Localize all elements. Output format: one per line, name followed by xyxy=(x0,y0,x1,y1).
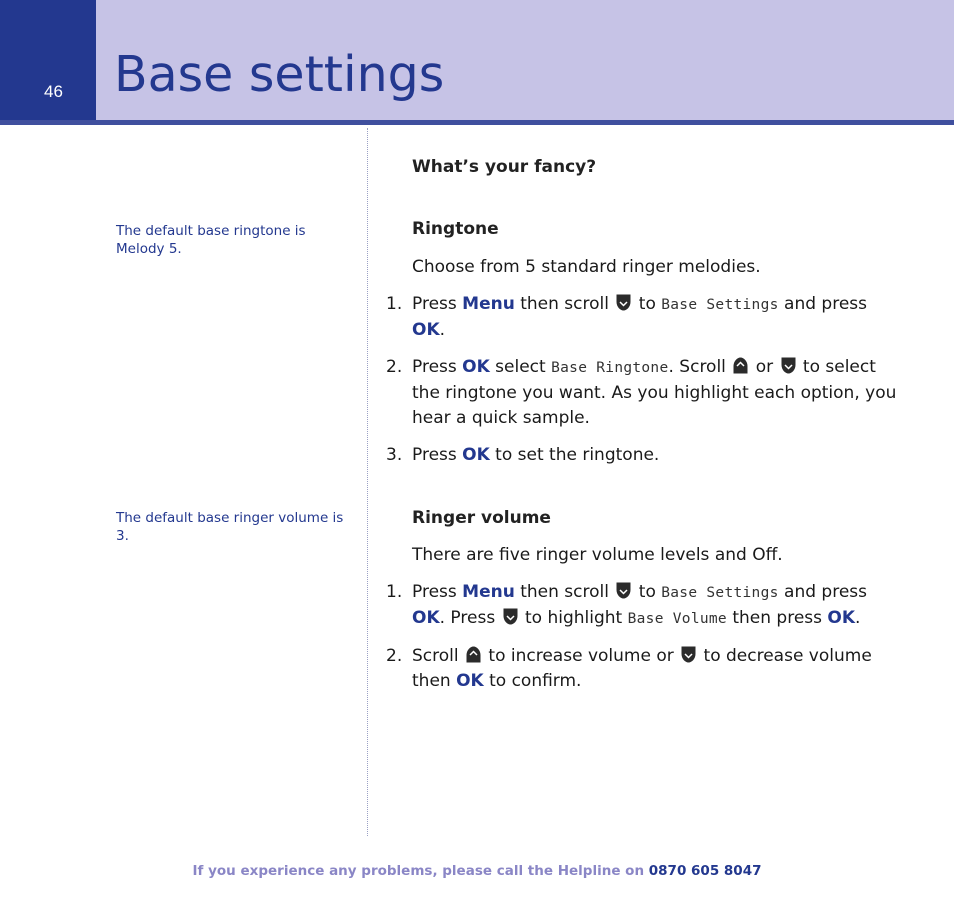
ringtone-steps xyxy=(386,292,902,468)
ringtone-step-1: 1. Press Menu then scroll to Base Settings and press OK. xyxy=(386,294,868,340)
page-title: Base settings xyxy=(114,46,445,103)
scroll-down-icon xyxy=(502,607,519,626)
ok-key: OK xyxy=(412,608,440,628)
ringer-volume-step-2: 2. Scroll to increase volume or to decrease volume then OK to confirm. xyxy=(386,646,872,691)
scroll-down-icon xyxy=(615,293,632,312)
footer-helpline xyxy=(0,863,954,879)
ringer-volume-heading: Ringer volume xyxy=(412,508,551,528)
ok-key: OK xyxy=(412,320,440,340)
scroll-down-icon xyxy=(780,356,797,375)
column-divider xyxy=(367,128,368,836)
scroll-up-icon xyxy=(732,356,749,375)
ok-key: OK xyxy=(462,445,490,465)
lcd-base-volume: Base Volume xyxy=(627,611,727,627)
scroll-down-icon xyxy=(680,645,697,664)
ok-key: OK xyxy=(456,671,484,691)
scroll-up-icon xyxy=(465,645,482,664)
section-heading: What’s your fancy? xyxy=(412,157,597,177)
main-content xyxy=(386,155,902,694)
footer-text: If you experience any problems, please call the Helpline on xyxy=(192,863,649,879)
header-rule xyxy=(0,120,954,125)
ringer-volume-intro: There are five ringer volume levels and Off. xyxy=(412,545,783,565)
scroll-down-icon xyxy=(615,581,632,600)
menu-key: Menu xyxy=(462,294,515,314)
helpline-number: 0870 605 8047 xyxy=(648,863,762,879)
menu-key: Menu xyxy=(462,582,515,602)
ringtone-step-2: 2. Press OK select Base Ringtone. Scroll or to select the ringtone you want. As you highlight each option, you hear a quick sample. xyxy=(386,357,897,428)
ok-key: OK xyxy=(827,608,856,628)
ok-key: OK xyxy=(462,357,490,377)
lcd-base-ringtone: Base Ringtone xyxy=(551,360,669,376)
page-number-tab xyxy=(0,0,96,120)
ringtone-intro: Choose from 5 standard ringer melodies. xyxy=(412,257,761,277)
ringer-volume-steps xyxy=(386,580,902,694)
side-note-default-ringtone: The default base ringtone is Melody 5. xyxy=(116,223,306,257)
ringtone-heading: Ringtone xyxy=(412,219,499,239)
lcd-base-settings: Base Settings xyxy=(661,297,779,313)
side-note-default-volume: The default base ringer volume is 3. xyxy=(116,510,344,544)
page-number: 46 xyxy=(44,82,63,101)
ringtone-step-3: 3. Press OK to set the ringtone. xyxy=(386,445,660,465)
lcd-base-settings: Base Settings xyxy=(661,585,779,601)
title-bar xyxy=(96,0,954,120)
ringer-volume-step-1: 1. Press Menu then scroll to Base Settings and press OK. Press to highlight Base Volume then press OK. xyxy=(386,582,868,628)
